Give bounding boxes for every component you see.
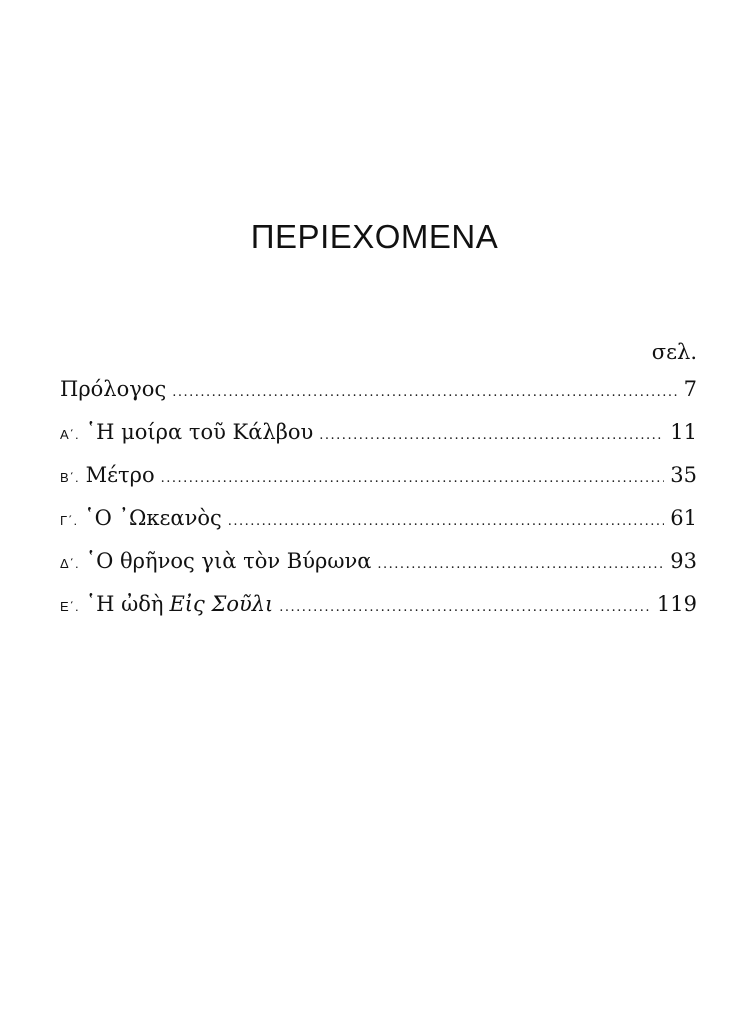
- leader-dots: [377, 543, 664, 586]
- toc-entry-page: 7: [683, 377, 697, 401]
- toc-entry-label: [60, 411, 313, 456]
- page-column-header: σελ.: [651, 340, 697, 364]
- toc-entry-label: [60, 454, 155, 499]
- toc-entry-page: 11: [670, 420, 697, 444]
- toc-entry-title: Μέτρο: [85, 463, 155, 487]
- toc-entry-page: 61: [670, 506, 697, 530]
- toc-entry-title: ῾Ο θρῆνος γιὰ τὸν Βύρωνα: [85, 549, 372, 573]
- leader-dots: [161, 457, 665, 500]
- leader-dots: [172, 371, 677, 414]
- toc-entry-d: [60, 540, 697, 583]
- toc-entry-label: [60, 497, 222, 542]
- leader-dots: [228, 500, 664, 543]
- toc-entry-marker: Α΄.: [60, 427, 80, 442]
- toc-entry-title: ῾Ο ᾿Ωκεανὸς: [84, 506, 222, 530]
- toc-entry-marker: Γ΄.: [60, 513, 79, 528]
- toc-entry-label: [60, 368, 166, 411]
- toc-entry-page: 119: [656, 592, 697, 616]
- toc-entry-c: [60, 497, 697, 540]
- toc-entry-title: Πρόλογος: [60, 377, 167, 401]
- toc-entry-title: ῾Η μοίρα τοῦ Κάλβου: [85, 420, 314, 444]
- leader-dots: [319, 414, 664, 457]
- toc-entry-e: [60, 583, 697, 626]
- toc-entry-prologue: [60, 368, 697, 411]
- toc-entry-label: [60, 540, 371, 585]
- toc-entry-page: 93: [670, 549, 697, 573]
- leader-dots: [279, 586, 651, 629]
- page-title: ΠΕΡΙΕΧΟΜΕΝΑ: [250, 218, 499, 255]
- table-of-contents: [60, 368, 697, 626]
- toc-entry-b: [60, 454, 697, 497]
- toc-entry-marker: Ε΄.: [60, 599, 80, 614]
- toc-entry-a: [60, 411, 697, 454]
- toc-entry-label: [60, 583, 273, 628]
- toc-entry-marker: Δ΄.: [60, 556, 80, 571]
- toc-entry-title-italic: Εἰς Σοῦλι: [169, 592, 274, 616]
- toc-entry-title: ῾Η ὠδὴ: [85, 592, 164, 616]
- toc-entry-marker: Β΄.: [60, 470, 80, 485]
- toc-entry-page: 35: [670, 463, 697, 487]
